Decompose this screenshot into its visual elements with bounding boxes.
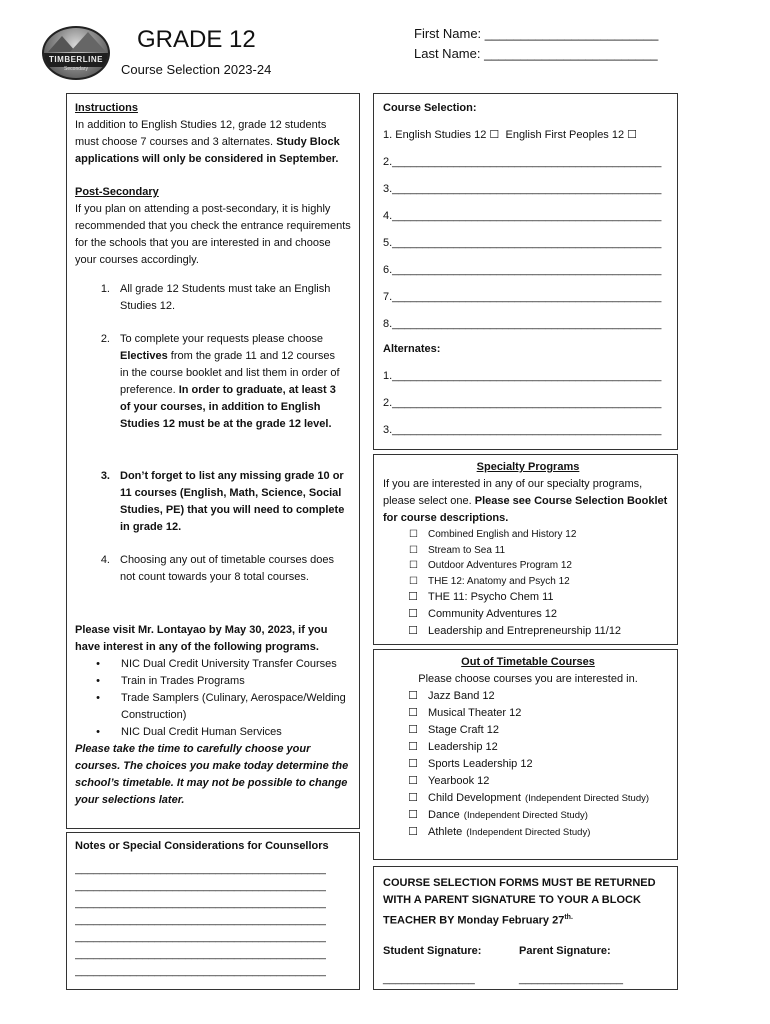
last-name-field[interactable]: Last Name: ________________________ xyxy=(414,46,658,61)
checkbox[interactable]: ☐ xyxy=(408,724,418,736)
programs-list xyxy=(75,656,353,741)
out-of-timetable-box xyxy=(373,649,678,860)
alternate-line[interactable]: 1.____________________________________________ xyxy=(383,370,662,382)
bullet-icon: • xyxy=(96,692,100,704)
notes-box xyxy=(66,832,360,990)
list-item: 3. Don’t forget to list any missing grade 10 or 11 courses (English, Math, Science, Social Studies, PE) that you will need to complete in grade 12. xyxy=(100,470,345,533)
specialty-item: Outdoor Adventures Program 12 xyxy=(428,560,572,571)
list-item xyxy=(383,756,673,773)
program-label: Trade Samplers (Culinary, Aerospace/Welding Construction) xyxy=(121,692,346,721)
out-of-timetable-intro: Please choose courses you are interested in. xyxy=(418,673,638,685)
specialty-item: Combined English and History 12 xyxy=(428,529,577,540)
course-item: Musical Theater 12 xyxy=(428,707,522,719)
course-item: Athlete xyxy=(428,826,463,838)
checkbox[interactable]: ☐ xyxy=(408,775,418,787)
course-note: (Independent Directed Study) xyxy=(524,793,650,804)
checkbox[interactable]: ☐ xyxy=(408,741,418,753)
out-of-timetable-list xyxy=(383,688,673,841)
notes-line[interactable]: _________________________________________ xyxy=(75,863,326,875)
program-label: Train in Trades Programs xyxy=(121,675,245,687)
course-selection-heading: Course Selection: xyxy=(383,102,477,114)
course-line[interactable]: 3.____________________________________________ xyxy=(383,183,662,195)
instructions-box xyxy=(66,93,360,829)
list-item xyxy=(383,543,673,559)
notes-line[interactable]: _________________________________________ xyxy=(75,931,326,943)
checkbox[interactable]: ☐ xyxy=(408,608,418,620)
list-item xyxy=(383,705,673,722)
specialty-item: THE 12: Anatomy and Psych 12 xyxy=(428,575,570,587)
list-item xyxy=(75,673,353,690)
out-of-timetable-heading: Out of Timetable Courses xyxy=(461,656,595,668)
parent-signature-label: Parent Signature: xyxy=(519,945,611,957)
post-secondary-heading: Post-Secondary xyxy=(75,186,159,198)
checkbox[interactable]: ☐ xyxy=(408,707,418,719)
specialty-programs-box xyxy=(373,454,678,645)
list-item xyxy=(383,527,673,543)
student-signature-label: Student Signature: xyxy=(383,945,482,957)
checkbox[interactable]: ☐ xyxy=(408,690,418,702)
notes-line[interactable]: _________________________________________ xyxy=(75,880,326,892)
page-subtitle: Course Selection 2023-24 xyxy=(121,62,272,77)
specialty-item: THE 11: Psycho Chem 11 xyxy=(428,591,554,603)
list-item xyxy=(383,574,673,590)
notes-line[interactable]: _________________________________________ xyxy=(75,914,326,926)
course-item: Child Development xyxy=(428,792,521,804)
course-item: Dance xyxy=(428,809,460,821)
list-item: 1. All grade 12 Students must take an English Studies 12. xyxy=(100,283,331,312)
list-item xyxy=(75,690,353,724)
course-line[interactable]: 4.____________________________________________ xyxy=(383,210,662,222)
course-note: (Independent Directed Study) xyxy=(466,827,591,838)
list-item xyxy=(75,724,353,741)
checkbox[interactable]: ☐ xyxy=(408,809,418,821)
checkbox[interactable]: ☐ xyxy=(408,591,418,603)
alternate-line[interactable]: 3.____________________________________________ xyxy=(383,424,662,436)
list-item xyxy=(383,824,673,841)
program-label: NIC Dual Credit University Transfer Courses xyxy=(121,658,337,670)
post-secondary-paragraph: If you plan on attending a post-secondary, it is highly recommended that you check the entrance requirements for the schools that you are interested in and choose your courses accordingly. xyxy=(75,203,351,266)
specialty-heading: Specialty Programs xyxy=(476,461,580,473)
list-item: 2. To complete your requests please choose Electives from the grade 11 and 12 courses in the course booklet and list them in order of preference. In order to graduate, at least 3 of your courses, in addition to English Studies 12 must be at the grade 12 level. xyxy=(100,333,340,430)
notes-line[interactable]: _________________________________________ xyxy=(75,948,326,960)
parent-signature-line[interactable]: _________________ xyxy=(519,973,624,985)
bullet-icon: • xyxy=(96,675,100,687)
course-line[interactable]: 5.____________________________________________ xyxy=(383,237,662,249)
logo-subtext: Secondary xyxy=(64,66,88,72)
alternate-lines xyxy=(383,368,673,439)
checkbox-english-studies[interactable]: ☐ xyxy=(489,129,500,141)
checkbox[interactable]: ☐ xyxy=(409,529,418,540)
mountain-icon xyxy=(70,32,106,52)
course-item: Sports Leadership 12 xyxy=(428,758,533,770)
checkbox[interactable]: ☐ xyxy=(408,625,418,637)
specialty-item: Stream to Sea 11 xyxy=(428,544,506,556)
list-item: 4. Choosing any out of timetable courses does not count towards your 8 total courses. xyxy=(100,554,335,583)
list-item xyxy=(383,558,673,574)
checkbox[interactable]: ☐ xyxy=(409,575,418,587)
course-row-1: 1. English Studies 12 ☐ English First Peoples 12 ☐ xyxy=(383,127,673,144)
checkbox[interactable]: ☐ xyxy=(408,826,418,838)
course-line[interactable]: 8.____________________________________________ xyxy=(383,318,662,330)
closing-note: Please take the time to carefully choose your courses. The choices you make today determine the school’s timetable. It may not be possible to change your selections later. xyxy=(75,743,349,806)
course-item: Jazz Band 12 xyxy=(428,690,495,702)
instructions-paragraph: In addition to English Studies 12, grade 12 students must choose 7 courses and 3 alternates. Study Block applications will only be considered in September. xyxy=(75,119,340,165)
course-note: (Independent Directed Study) xyxy=(463,810,588,821)
list-item xyxy=(383,688,673,705)
list-item xyxy=(383,739,673,756)
page-title: GRADE 12 xyxy=(137,26,256,53)
course-selection-box xyxy=(373,93,678,450)
bullet-icon: • xyxy=(96,726,100,738)
list-item xyxy=(383,623,673,640)
alternates-heading: Alternates: xyxy=(383,343,441,355)
list-item xyxy=(383,790,673,807)
return-instructions: COURSE SELECTION FORMS MUST BE RETURNED WITH A PARENT SIGNATURE TO YOUR A BLOCK TEACHER BY Monday February $27^{th.}$ xyxy=(383,877,656,927)
course-lines xyxy=(383,154,673,333)
course-item: Leadership 12 xyxy=(428,741,498,753)
alternate-line[interactable]: 2.____________________________________________ xyxy=(383,397,662,409)
specialty-item: Community Adventures 12 xyxy=(428,608,558,620)
list-item xyxy=(383,589,673,606)
notes-line[interactable]: _________________________________________ xyxy=(75,965,326,977)
bullet-icon: • xyxy=(96,658,100,670)
course-item: Yearbook 12 xyxy=(428,775,490,787)
notes-line[interactable]: _________________________________________ xyxy=(75,897,326,909)
course-line[interactable]: 7.____________________________________________ xyxy=(383,291,662,303)
course-line[interactable]: 2.____________________________________________ xyxy=(383,156,662,168)
return-box xyxy=(373,866,678,990)
course-line[interactable]: 6.____________________________________________ xyxy=(383,264,662,276)
first-name-field[interactable]: First Name: ________________________ xyxy=(414,26,659,41)
specialty-list xyxy=(383,527,673,640)
visit-paragraph: Please visit Mr. Lontayao by May 30, 2023, if you have interest in any of the following programs. xyxy=(75,624,328,653)
notes-heading: Notes or Special Considerations for Counsellors xyxy=(75,840,329,852)
instructions-heading: Instructions xyxy=(75,102,138,114)
list-item xyxy=(383,606,673,623)
list-item xyxy=(383,773,673,790)
program-label: NIC Dual Credit Human Services xyxy=(121,726,282,738)
checkbox[interactable]: ☐ xyxy=(408,758,418,770)
course-item: Stage Craft 12 xyxy=(428,724,499,736)
notes-lines[interactable] xyxy=(75,861,353,980)
list-item xyxy=(383,807,673,824)
checkbox[interactable]: ☐ xyxy=(409,544,418,556)
specialty-intro: If you are interested in any of our specialty programs, please select one. Please see Course Selection Booklet for course descriptions. xyxy=(383,478,668,524)
checkbox[interactable]: ☐ xyxy=(408,792,418,804)
student-signature-line[interactable]: _______________ xyxy=(383,973,475,985)
school-logo xyxy=(42,26,110,80)
logo-text: TIMBERLINE xyxy=(44,53,108,67)
checkbox-english-first-peoples[interactable]: ☐ xyxy=(627,129,638,141)
list-item xyxy=(75,656,353,673)
specialty-item: Leadership and Entrepreneurship 11/12 xyxy=(428,625,622,637)
checkbox[interactable]: ☐ xyxy=(409,560,418,571)
list-item xyxy=(383,722,673,739)
